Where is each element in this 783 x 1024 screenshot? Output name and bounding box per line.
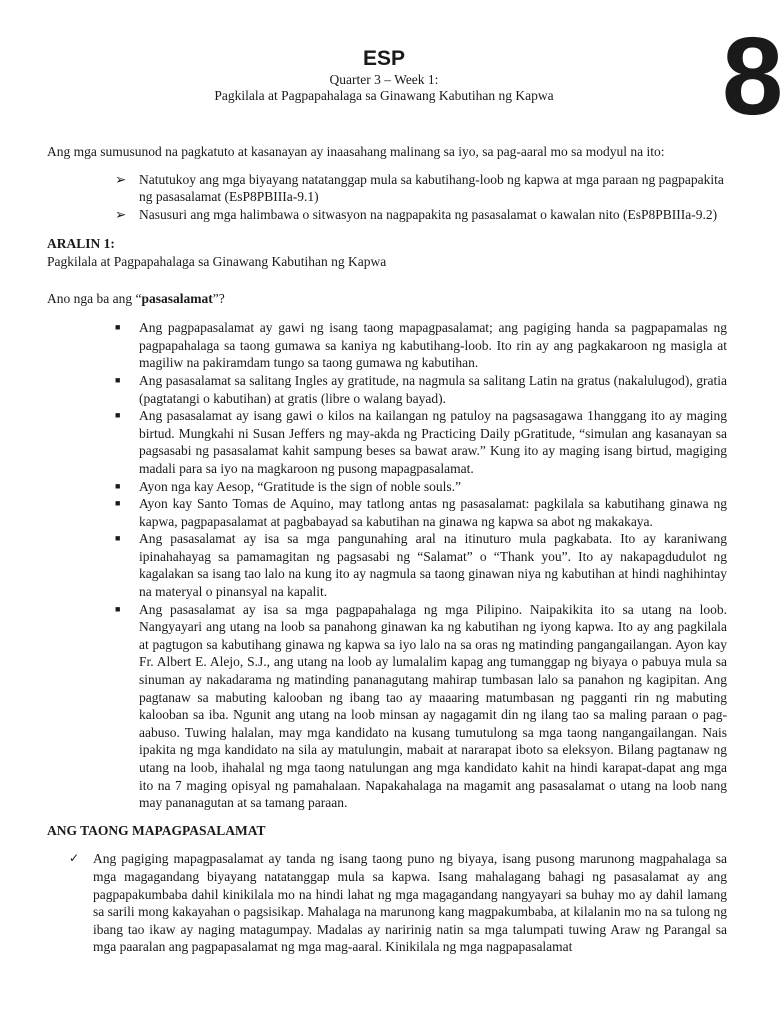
square-bullet-icon: ■ <box>115 533 121 544</box>
arrow-bullet-icon: ➢ <box>115 206 127 222</box>
document-header <box>0 46 768 104</box>
list-item <box>47 372 727 407</box>
list-item-text: Ayon nga kay Aesop, “Gratitude is the sign of noble souls.” <box>139 478 461 494</box>
objectives-list <box>47 171 727 224</box>
question-suffix: ”? <box>212 290 225 306</box>
square-bullet-icon: ■ <box>115 603 121 614</box>
objective-text: Nasusuri ang mga halimbawa o sitwasyon na nagpapakita ng pasasalamat o kawalan nito (EsP8PBIIIa-9.2) <box>139 206 718 222</box>
list-item <box>47 530 727 600</box>
document-body <box>47 143 727 956</box>
intro-paragraph: Ang mga sumusunod na pagkatuto at kasanayan ay inaasahang malinang sa iyo, sa pag-aaral mo sa modyul na ito: <box>47 144 665 159</box>
check-list <box>47 850 727 956</box>
topic-title: Pagkilala at Pagpapahalaga sa Ginawang Kabutihan ng Kapwa <box>214 88 554 103</box>
square-bullet-icon: ■ <box>115 374 121 385</box>
list-item-text: Ang pasasalamat ay isang gawi o kilos na kailangan ng patuloy na pagsasagawa 1hanggang ito ay maging birtud. Mungkahi ni Susan Jeffers ng may-akda ng Practicing Daily pGratitude, “simulan ang kasanayan sa pagsasabi ng pasasalamat kahit sampung beses sa bawat araw.” Kung ito ay maging isang birtud, magiging madali para sa iyo na magkaroon ng pusong mapagpasalamat. <box>139 408 727 476</box>
lesson-title: Pagkilala at Pagpapahalaga sa Ginawang Kabutihan ng Kapwa <box>47 253 387 269</box>
question-line <box>47 290 727 308</box>
lesson-heading: ARALIN 1: <box>47 236 115 252</box>
definition-list <box>47 319 727 812</box>
question-term: pasasalamat <box>141 290 213 306</box>
list-item <box>47 601 727 812</box>
list-item-text: Ang pasasalamat ay isa sa mga pagpapahalaga ng mga Pilipino. Naipakikita ito sa utang na loob. Nangyayari ang utang na loob sa panahong ginawan ka ng kabutihan ng iyong kapwa. Ito ay ang pagkilala at pagtugon sa kabutihang ginawa ng kapwa sa iyo lalo na sa oras ng matinding pangangailangan. Ayon kay Fr. Albert E. Alejo, S.J., ang utang na loob ay lumalalim kapag ang tumanggap ng biyaya o pabuya mula sa sinuman ay nakadarama ng matinding pananagutang mahirap tumbasan lalo sa panahon ng kagipitan. Ang pagtanaw sa mabuting kalooban ng ibang tao ay maaaring matumbasan ng pagganti rin ng mabuting kalooban sa iba. Ngunit ang utang na loob minsan ay nagagamit din ng ilang tao sa maling paraan o pag-aabuso. Tuwing halalan, may mga kandidato na kusang tumutulong sa mga taong nangangailangan. Nais ipakita ng mga kandidato na sila ay matulungin, mabait at nararapat iboto sa eleksyon. Bilang pagtanaw ng utang na loob, ihahalal ng mga taong natulungan ang mga kandidato kahit na hindi karapat-dapat ang mga ito na 7 maging opisyal ng pamahalaan. Napakahalaga na magamit ang pasasalamat o utang na loob nang may pananagutan at sa tamang paraan. <box>139 601 727 811</box>
objective-text: Natutukoy ang mga biyayang natatanggap mula sa kabutihang-loob ng kapwa at mga paraan ng pagpapakita ng pasasalamat (EsP8PBIIIa-9.1) <box>139 171 724 205</box>
objective-item <box>47 206 727 224</box>
section-heading: ANG TAONG MAPAGPASALAMAT <box>47 822 266 838</box>
list-item <box>47 478 727 496</box>
square-bullet-icon: ■ <box>115 410 121 421</box>
square-bullet-icon: ■ <box>115 322 121 333</box>
checkmark-icon: ✓ <box>69 851 80 866</box>
list-item-text: Ang pagiging mapagpasalamat ay tanda ng isang taong puno ng biyaya, isang pusong marunong magpahalaga sa mga magagandang biyayang natatanggap mula sa kapwa. Isang mahalagang bahagi ng pasasalamat ay ang pagpapakumbaba dahil kinikilala mo na hindi lahat ng mga magagandang nangyayari sa buhay mo ay dahil lamang sa sarili mong kakayahan o pagsisikap. Mahalaga na marunong kang magpakumbaba, at kilalanin mo na sa tulong ng ibang tao ikaw ay naging matagumpay. Madalas ay naririnig natin sa mga talumpati tuwing Araw ng Parangal sa mga paaralan ang pagpapasalamat ng mga mag-aaral. Kinikilala ng mga nagpapasalamat <box>93 851 727 955</box>
list-item-text: Ayon kay Santo Tomas de Aquino, may tatlong antas ng pasasalamat: pagkilala sa kabutihang ginawa ng kapwa, pagpapasalamat at pagbabayad sa kabutihan na ginawa ng kapwa sa abot ng makakaya. <box>139 496 727 529</box>
question-prefix: Ano nga ba ang “ <box>47 290 142 306</box>
list-item-text: Ang pasasalamat ay isa sa mga pangunahing aral na itinuturo mula pagkabata. Ito ay karaniwang ipinahahayag sa pamamagitan ng pagsasabi ng “Salamat” o “Thank you”. Ito ay nakapagdudulot ng kagalakan sa isang tao lalo na kung ito ay nagmula sa taong ginawan niya ng kabutihan at hindi naghihintay na materyal o pinansyal na kapalit. <box>139 531 727 600</box>
objective-item <box>47 171 727 206</box>
page-number: 8 <box>722 15 783 138</box>
list-item <box>47 319 727 372</box>
square-bullet-icon: ■ <box>115 480 121 491</box>
list-item <box>47 850 727 956</box>
quarter-week-label: Quarter 3 – Week 1: <box>329 72 439 87</box>
subject-title: ESP <box>362 47 406 70</box>
list-item-text: Ang pasasalamat sa salitang Ingles ay gratitude, na nagmula sa salitang Latin na gratus (nakalulugod), gratia (pagtatangi o kabutihan) at gratis (libre o walang bayad). <box>139 372 727 406</box>
list-item-text: Ang pagpapasalamat ay gawi ng isang taong mapagpasalamat; ang pagiging handa sa pagpapamalas ng pagpapahalaga sa taong gumawa sa kaniya ng kabutihang-loob. Ito rin ay ang pagkakaroon ng masigla at magiliw na pakiramdam tungo sa taong gumawa ng kabutihan. <box>139 320 727 371</box>
arrow-bullet-icon: ➢ <box>115 171 127 187</box>
square-bullet-icon: ■ <box>115 498 121 509</box>
list-item <box>47 495 727 530</box>
list-item <box>47 407 727 477</box>
